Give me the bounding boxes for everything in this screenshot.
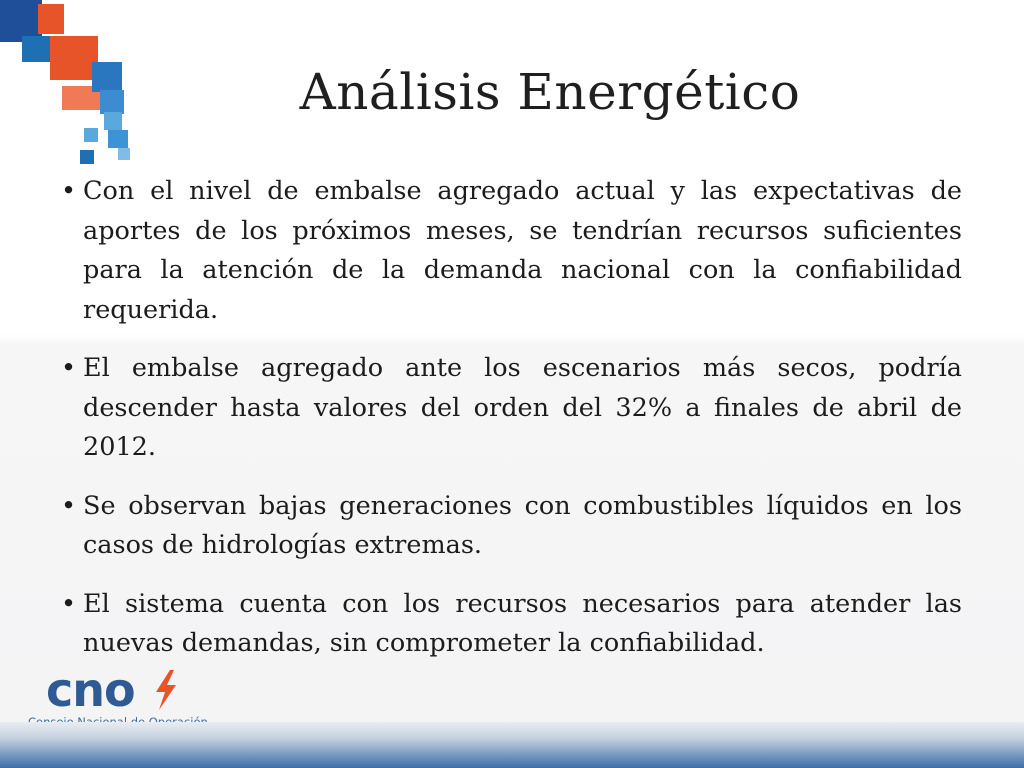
bullet-list bbox=[60, 172, 962, 664]
slide-title: Análisis Energético bbox=[299, 63, 801, 121]
bullet-text: Con el nivel de embalse agregado actual y las expectativas de aportes de los próximos meses, se tendrían recursos suficientes para la atención de la demanda nacional con la confiabilidad requerida. bbox=[83, 176, 962, 325]
bullet-item bbox=[60, 585, 962, 664]
logo-wordmark: cno bbox=[46, 663, 135, 717]
bullet-item bbox=[60, 349, 962, 468]
bullet-marker: • bbox=[61, 353, 77, 383]
bullet-marker: • bbox=[61, 176, 77, 206]
lightning-bolt-icon bbox=[150, 670, 180, 710]
decorative-squares bbox=[0, 0, 140, 170]
bullet-marker: • bbox=[61, 588, 77, 619]
bullet-text: Se observan bajas generaciones con combustibles líquidos en los casos de hidrologías extremas. bbox=[83, 490, 962, 560]
bullet-text: El embalse agregado ante los escenarios más secos, podría descender hasta valores del orden del 32% a finales de abril de 2012. bbox=[83, 353, 962, 462]
bullet-text: El sistema cuenta con los recursos necesarios para atender las nuevas demandas, sin comprometer la confiabilidad. bbox=[83, 588, 962, 658]
bullet-item bbox=[60, 487, 962, 566]
bullet-item bbox=[60, 172, 962, 330]
bottom-band bbox=[0, 722, 1024, 768]
bullet-marker: • bbox=[61, 490, 77, 521]
